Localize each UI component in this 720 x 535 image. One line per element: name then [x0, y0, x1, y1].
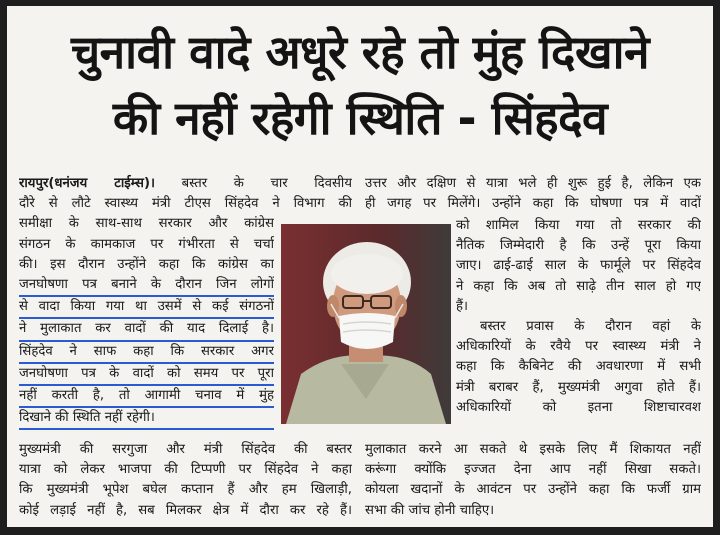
article-line: यात्रा को लेकर भाजपा की टिप्पणी पर सिंहदेव ने कहा [19, 462, 352, 478]
article-line: अधिकारियों को इतना शिष्टाचारवश [456, 399, 701, 415]
article-line: मंत्री बराबर हैं, मुख्यमंत्री अगुवा होते हैं। [456, 379, 701, 395]
article-line: नैतिक जिम्मेदारी है कि उन्हें पूरा किया [456, 238, 701, 254]
article-line: सिंहदेव ने साफ कहा कि सरकार अगर [19, 342, 274, 364]
article-line: ही जगह पर मिलेंगे। उन्होंने कहा कि घोषणा पत्र में वादों [365, 196, 701, 212]
article-line: कोयला खदानों के आवंटन पर उन्होंने कहा कि फर्जी ग्राम [365, 482, 701, 498]
article-line [19, 174, 352, 194]
article-line: की। इस दौरान उन्होंने कहा कि कांग्रेस का [19, 256, 274, 272]
right-column-top [365, 174, 701, 214]
article-line: करूंगा क्योंकि इज्जत देना आप नहीं सिखा सकते। [365, 462, 701, 478]
article-line: कहा कि कैबिनेट की अवधारणा में सभी [456, 359, 701, 375]
article-line: दौरे से लौटे स्वास्थ्य मंत्री टीएस सिंहदेव ने विभाग की [19, 196, 352, 212]
dateline: रायपुर(धनंजय टाईम्स)। [19, 176, 155, 191]
article-line: को शामिल किया गया तो सरकार की [456, 218, 701, 233]
article-line: समीक्षा के साथ-साथ सरकार और कांग्रेस [19, 216, 274, 232]
article-line: मुख्यमंत्री की सरगुजा और मंत्री सिंहदेव की बस्तर [19, 442, 352, 457]
newspaper-clipping [7, 6, 713, 527]
article-line: कोई लड़ाई नहीं है, सब मिलकर क्षेत्र में दौरा कर रहे हैं। [19, 502, 352, 518]
article-line: मुलाकात करने आ सकते थे इसके लिए मैं शिकायत नहीं [365, 442, 701, 457]
article-line: नहीं करती है, तो आगामी चनाव में मुंह [19, 386, 274, 408]
right-column-bottom [365, 440, 701, 521]
left-column-bottom [19, 440, 352, 521]
article-line: सभा की जांच होनी चाहिए। [365, 502, 495, 518]
article-line: से वादा किया गया था उसमें से कई संगठनों [19, 297, 274, 319]
article-line: दिखाने की स्थिति नहीं रहेगी। [19, 408, 274, 430]
article-line: कि मुख्यमंत्री भूपेश बघेल कप्तान हैं और हम खिलाड़ी, [19, 482, 352, 498]
article-line: बस्तर प्रवास के दौरान वहां के [480, 319, 701, 335]
article-line: ने मुलाकात कर वादों की याद दिलाई है। [19, 319, 274, 341]
article-line: हैं। [456, 298, 469, 314]
article-line: जनघोषणा पत्र के वादों को समय पर पूरा [19, 364, 274, 386]
article-line: ने कहा कि अब तो साढ़े तीन साल हो गए [456, 278, 701, 294]
article-line: जनघोषणा पत्र बनाने के दौरान जिन लोगों [19, 275, 274, 297]
article-line-text: बस्तर के चार दिवसीय [155, 176, 352, 191]
article-line: उत्तर और दक्षिण से यात्रा भले ही शुरू हुई है, लेकिन एक [365, 176, 701, 191]
article-line: संगठन के कामकाज पर गंभीरता से चर्चा [19, 236, 274, 252]
right-column-middle [456, 216, 701, 418]
headline-line-1: चुनावी वादे अधूरे रहे तो मुंह दिखाने [70, 25, 650, 79]
minister-photo [281, 224, 451, 424]
headline-line-2: की नहीं रहेगी स्थिति - सिंहदेव [112, 91, 608, 145]
article-line: अधिकारियों के रवैये पर स्वास्थ्य मंत्री ने [456, 339, 701, 355]
article-line: जाए। ढाई-ढाई साल के फार्मूले पर सिंहदेव [456, 258, 701, 274]
